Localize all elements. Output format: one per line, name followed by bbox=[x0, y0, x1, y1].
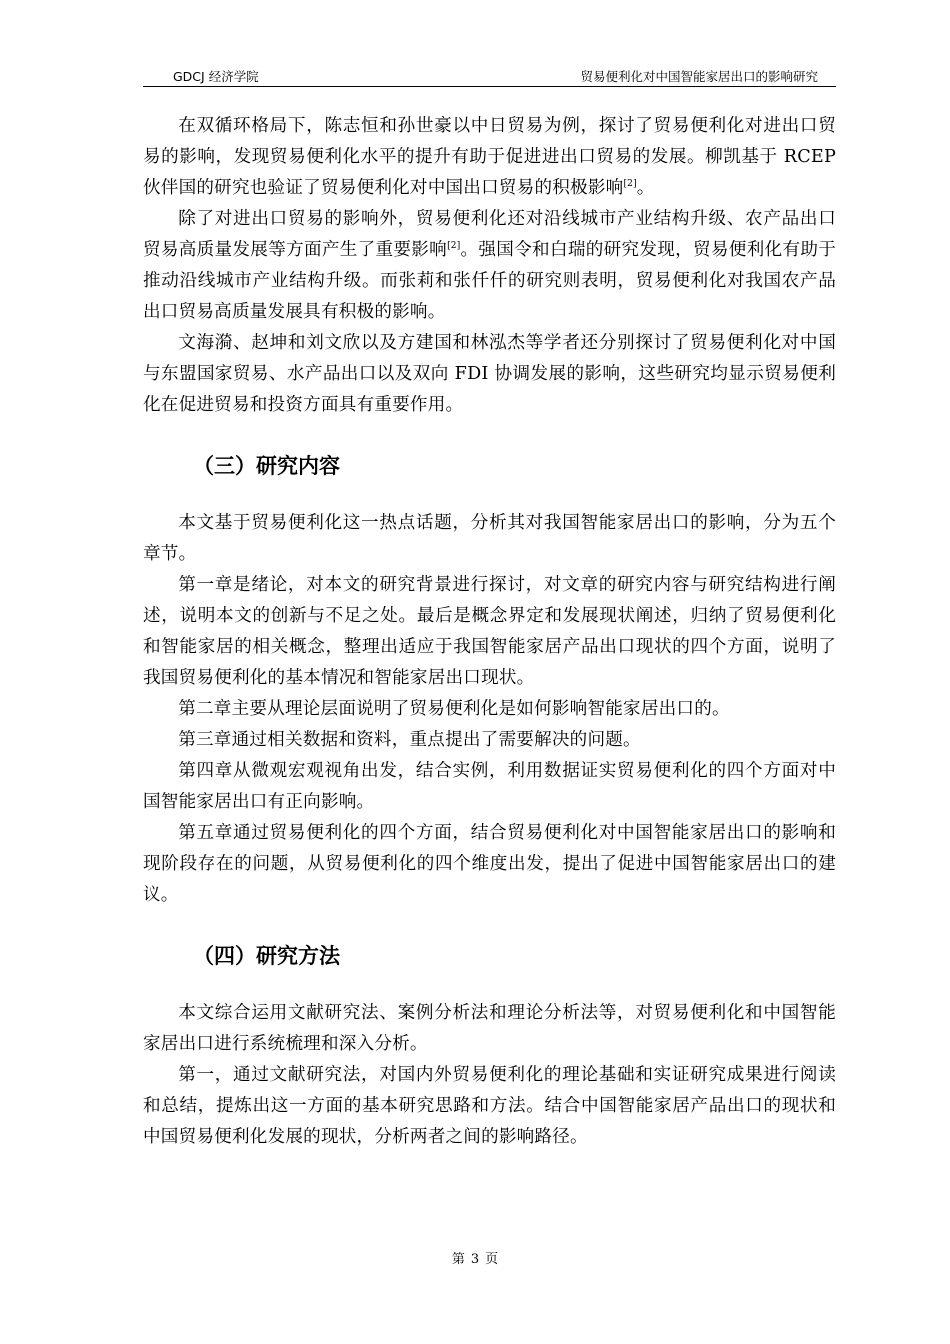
header-title: 贸易便利化对中国智能家居出口的影响研究 bbox=[580, 69, 818, 84]
header-school: GDCJ 经济学院 bbox=[173, 69, 259, 84]
paragraph: 除了对进出口贸易的影响外，贸易便利化还对沿线城市产业结构升级、农产品出口贸易高质量发展等方面产生了重要影响[2]。强国令和白瑞的研究发现，贸易便利化有助于推动沿线城市产业结构升级。而张莉和张仟仟的研究则表明，贸易便利化对我国农产品出口贸易高质量发展具有积极的影响。 bbox=[143, 209, 837, 322]
paragraph: 本文综合运用文献研究法、案例分析法和理论分析法等，对贸易便利化和中国智能家居出口进行系统梳理和深入分析。 bbox=[143, 1003, 836, 1054]
page-header bbox=[143, 64, 836, 87]
paragraph: 第一章是绪论，对本文的研究背景进行探讨，对文章的研究内容与研究结构进行阐述，说明本文的创新与不足之处。最后是概念界定和发展现状阐述，归纳了贸易便利化和智能家居的相关概念，整理出适应于我国智能家居产品出口现状的四个方面，说明了我国贸易便利化的基本情况和智能家居出口现状。 bbox=[143, 575, 836, 688]
paragraph: 第一，通过文献研究法，对国内外贸易便利化的理论基础和实证研究成果进行阅读和总结，提炼出这一方面的基本研究思路和方法。结合中国智能家居产品出口的现状和中国贸易便利化发展的现状，分析两者之间的影响路径。 bbox=[143, 1065, 836, 1147]
page-body bbox=[143, 111, 836, 1153]
page-number-value: 3 bbox=[470, 1252, 480, 1267]
paragraph: 第三章通过相关数据和资料，重点提出了需要解决的问题。 bbox=[178, 730, 641, 750]
citation-ref: [2] bbox=[447, 241, 461, 252]
paragraph: 第二章主要从理论层面说明了贸易便利化是如何影响智能家居出口的。 bbox=[178, 699, 730, 719]
paragraph: 在双循环格局下，陈志恒和孙世豪以中日贸易为例，探讨了贸易便利化对进出口贸易的影响，发现贸易便利化水平的提升有助于促进进出口贸易的发展。柳凯基于 RCEP 伙伴国的研究也验证了贸易便利化对中国出口贸易的积极影响[2]。 bbox=[143, 116, 836, 198]
section-heading-research-content: （三）研究内容 bbox=[193, 454, 340, 478]
paragraph: 第四章从微观宏观视角出发，结合实例，利用数据证实贸易便利化的四个方面对中国智能家居出口有正向影响。 bbox=[143, 761, 836, 812]
paragraph: 本文基于贸易便利化这一热点话题，分析其对我国智能家居出口的影响，分为五个章节。 bbox=[143, 513, 836, 564]
page-number: 第 3 页 bbox=[451, 1252, 499, 1267]
section-heading-research-method: （四）研究方法 bbox=[193, 944, 340, 968]
paragraph: 第五章通过贸易便利化的四个方面，结合贸易便利化对中国智能家居出口的影响和现阶段存在的问题，从贸易便利化的四个维度出发，提出了促进中国智能家居出口的建议。 bbox=[143, 823, 836, 905]
citation-ref: [2] bbox=[623, 179, 637, 190]
paragraph: 文海漪、赵坤和刘文欣以及方建国和林泓杰等学者还分别探讨了贸易便利化对中国与东盟国家贸易、水产品出口以及双向 FDI 协调发展的影响，这些研究均显示贸易便利化在促进贸易和投资方面具有重要作用。 bbox=[143, 333, 836, 415]
